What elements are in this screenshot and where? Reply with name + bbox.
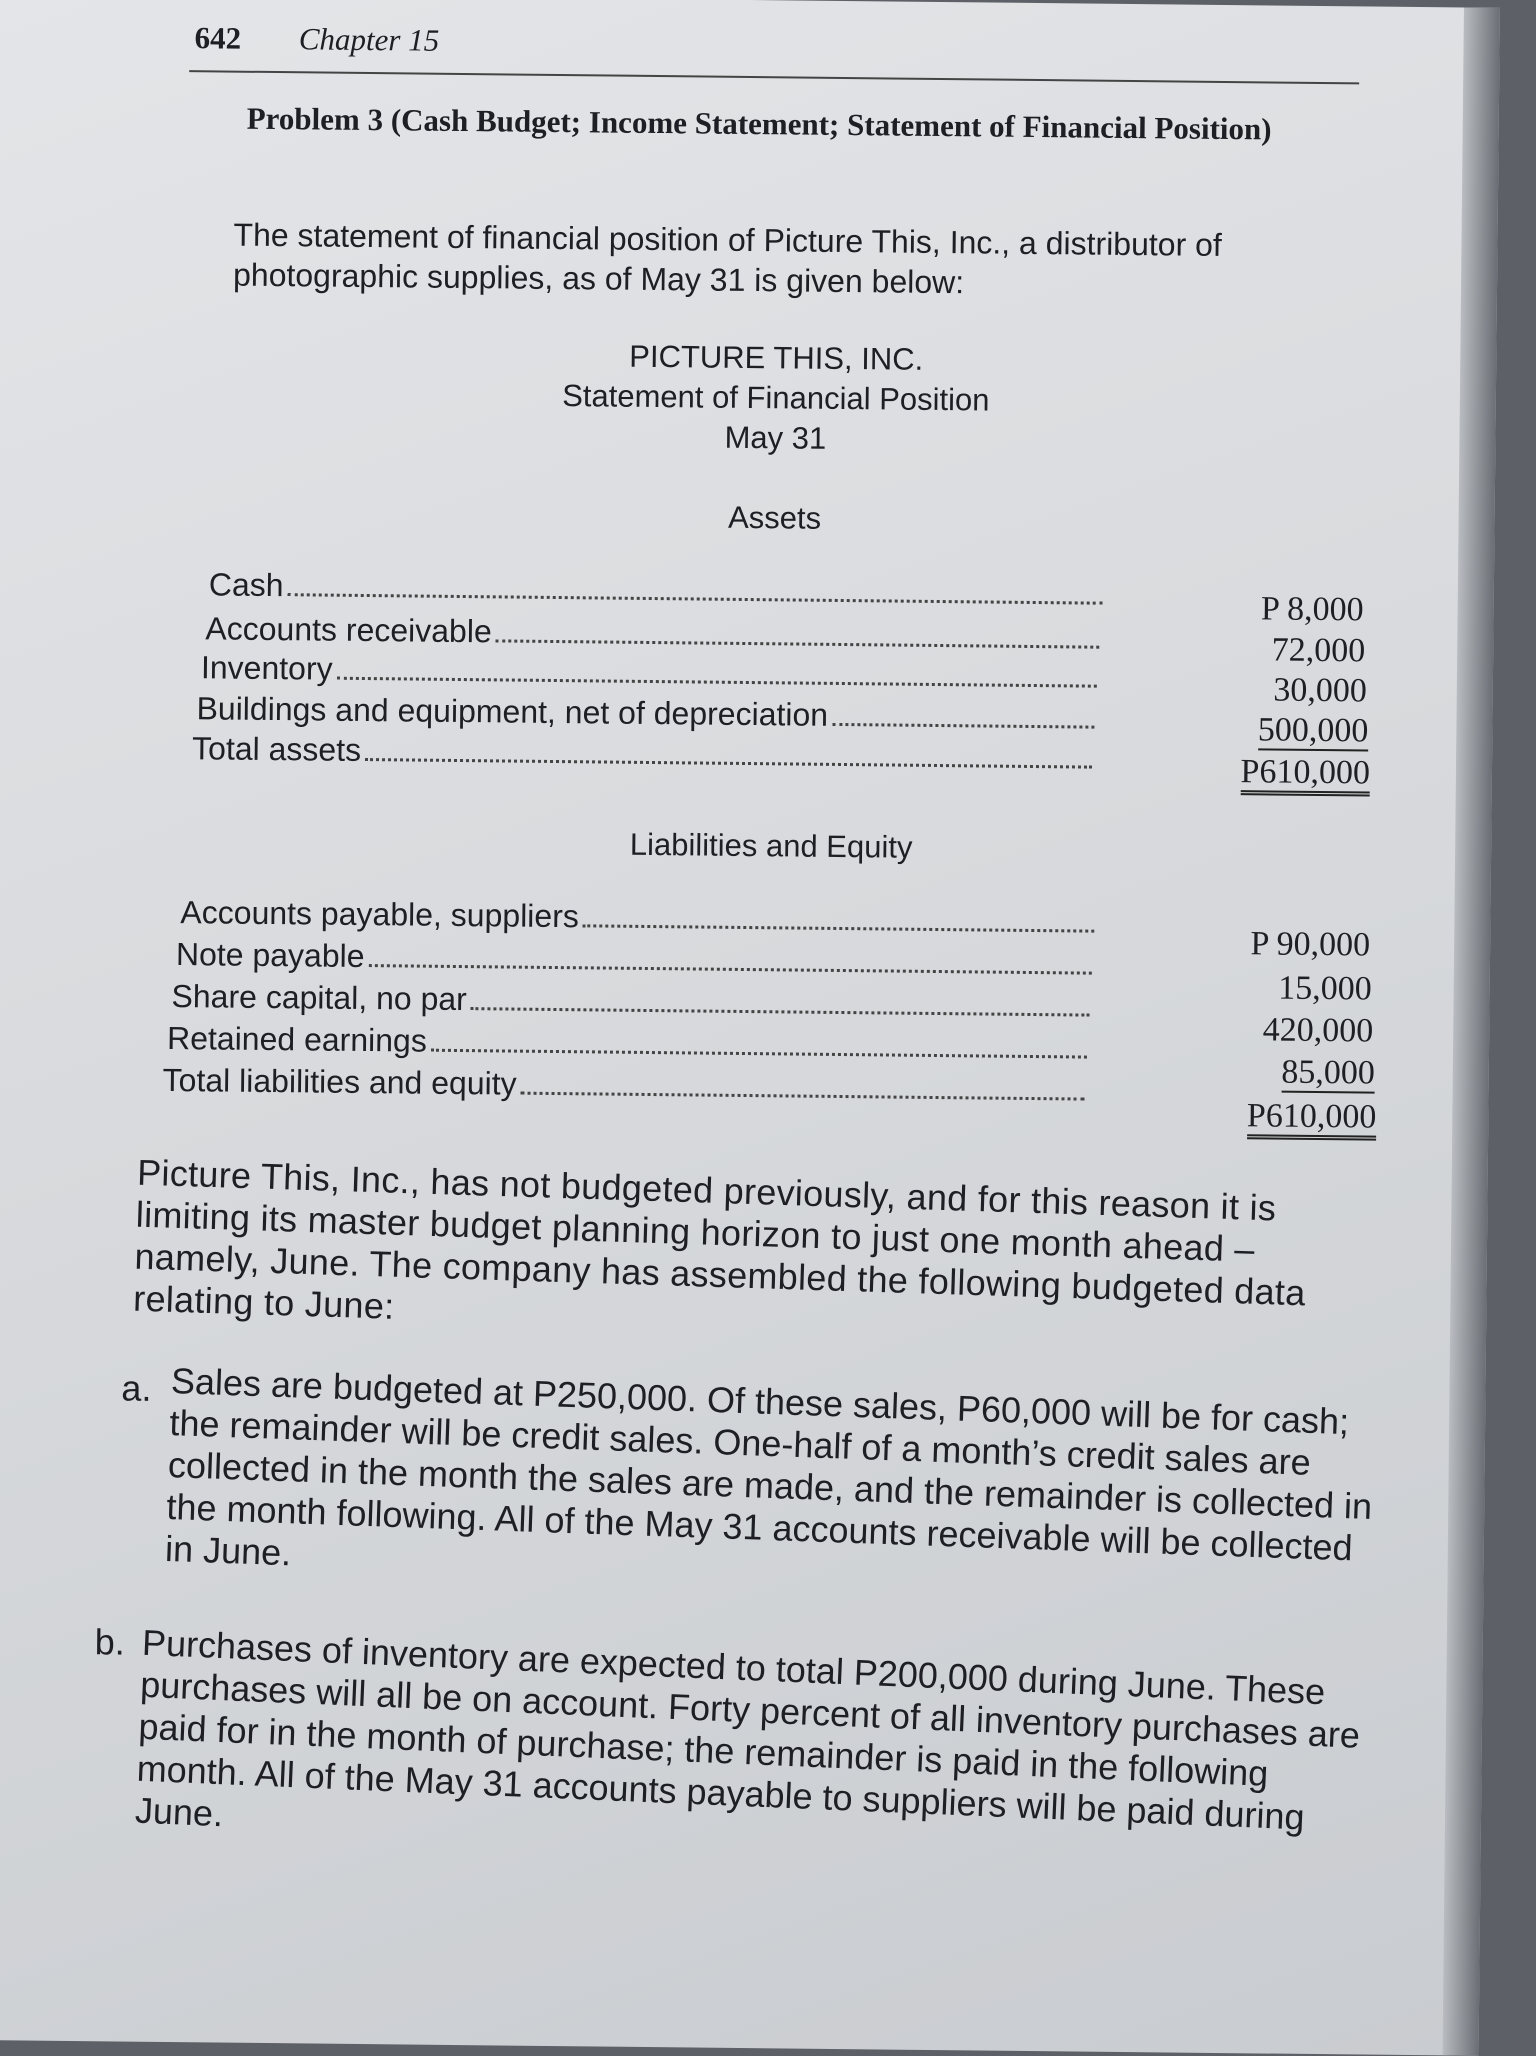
asset-row [209, 566, 1109, 612]
asset-total-value: P610,000 [1240, 753, 1370, 796]
statement-name: Statement of Financial Position [561, 378, 990, 418]
leader-dots [471, 981, 1090, 1016]
liability-row [171, 978, 1095, 1025]
asset-amount: 30,000 [1273, 671, 1367, 710]
leader-dots [521, 1066, 1085, 1101]
list-item: Sales are budgeted at P250,000. Of these sales, P60,000 will be for cash; the remainder will be credit sales. One-half of a month’s credit sales are collected in the month the sales are made, and the remainder is collected in the month following. All of the May 31 accounts receivable will be collected in June. [164, 1360, 1373, 1574]
liability-amount: P 90,000 [1250, 925, 1371, 964]
list-item: Purchases of inventory are expected to total P200,000 during June. These purchases will all be on account. Forty percent of all inventory purchases are paid for in the month of purchase; the remainder is paid in the following month. All of the May 31 accounts payable to suppliers will be paid during June. [134, 1621, 1361, 1838]
company-name: PICTURE THIS, INC. [629, 338, 924, 377]
asset-amount: P 8,000 [1260, 590, 1364, 629]
leader-dots [583, 898, 1095, 932]
item-marker: a. [121, 1367, 152, 1409]
leader-dots [431, 1023, 1088, 1059]
liability-amount-value: 85,000 [1281, 1053, 1375, 1092]
statement-date: May 31 [724, 419, 827, 456]
page-number: 642 [194, 20, 242, 56]
leader-dots [365, 732, 1092, 769]
liability-total-row [162, 1062, 1090, 1109]
asset-amount: 72,000 [1271, 631, 1366, 670]
asset-total-amount [1170, 752, 1370, 792]
asset-label: Cash [208, 566, 284, 604]
leader-dots [496, 613, 1100, 648]
liability-label: Note payable [175, 936, 365, 975]
liability-amount: 15,000 [1277, 969, 1372, 1008]
liability-row [180, 894, 1100, 941]
leader-dots [368, 938, 1092, 975]
asset-amount [1168, 710, 1368, 750]
asset-row [201, 649, 1103, 695]
asset-label: Buildings and equipment, net of depreciation [196, 690, 829, 733]
asset-label: Total assets [191, 730, 362, 768]
asset-total-row [192, 730, 1098, 776]
page-header [194, 20, 439, 59]
liability-amount [1175, 1053, 1375, 1093]
intro-text: The statement of financial position of Picture This, Inc., a distributor of photographic supplies, as of May 31 is given below: [232, 216, 1222, 301]
leader-dots [287, 567, 1103, 605]
problem-title: Problem 3 (Cash Budget; Income Statement; Statement of Financial Position) [246, 100, 1272, 147]
leader-dots [336, 651, 1097, 688]
liability-label: Total liabilities and equity [162, 1061, 517, 1102]
asset-label: Inventory [200, 649, 333, 687]
chapter-label: Chapter 15 [298, 21, 440, 58]
assets-heading: Assets [727, 499, 822, 536]
asset-amount-value: 500,000 [1257, 711, 1369, 750]
liability-amount: 420,000 [1262, 1011, 1374, 1050]
liability-row [176, 936, 1098, 983]
liability-label: Share capital, no par [171, 977, 468, 1018]
page-edge [1443, 7, 1500, 2055]
liabilities-heading: Liabilities and Equity [629, 826, 913, 865]
header-rule [189, 70, 1359, 84]
asset-row [196, 690, 1100, 736]
item-marker: b. [94, 1621, 126, 1663]
liability-total-value: P610,000 [1247, 1097, 1377, 1140]
asset-label: Accounts receivable [205, 610, 492, 650]
body-paragraph: Picture This, Inc., has not budgeted previously, and for this reason it is limiting its master budget planning horizon to just one month ahead – namely, June. The company has assembled the following budgeted data relating to June: [132, 1151, 1307, 1327]
liability-label: Retained earnings [166, 1019, 428, 1059]
liability-row [167, 1020, 1093, 1067]
liability-total-amount [1176, 1097, 1376, 1137]
leader-dots [832, 697, 1095, 729]
liability-label: Accounts payable, suppliers [180, 894, 580, 935]
